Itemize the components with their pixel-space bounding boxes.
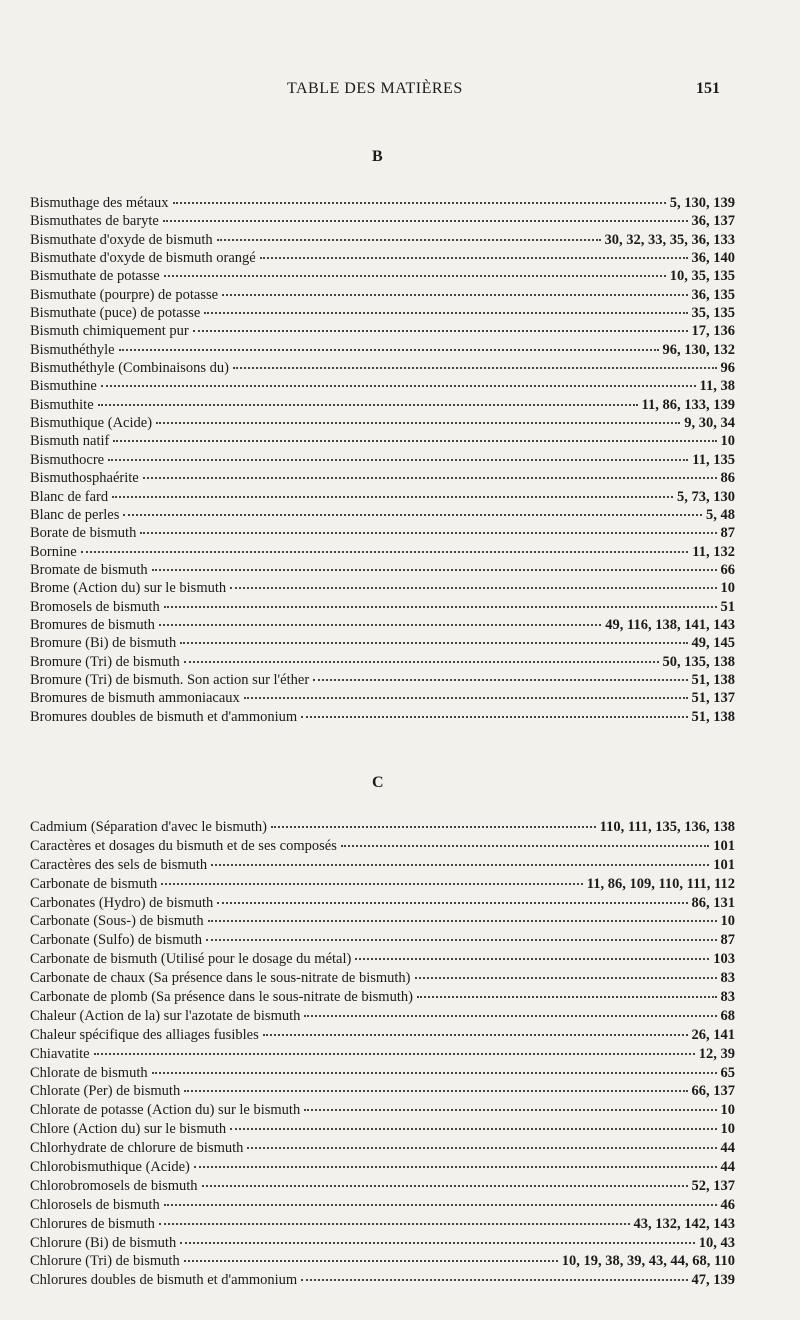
index-pages: 87 (720, 525, 735, 542)
index-pages: 11, 132 (692, 543, 735, 560)
index-term: Bromure (Bi) de bismuth (30, 635, 177, 652)
index-pages: 66, 137 (691, 1083, 735, 1100)
index-term: Borate de bismuth (30, 525, 137, 542)
index-entry (30, 1064, 735, 1083)
index-entry (30, 377, 735, 395)
dot-leader (417, 996, 717, 998)
dot-leader (98, 404, 638, 406)
index-entry (30, 543, 735, 561)
page-title: TABLE DES MATIÈRES (287, 80, 463, 97)
dot-leader (156, 422, 680, 424)
index-term: Chlorosels de bismuth (30, 1196, 160, 1213)
dot-leader (304, 1015, 716, 1017)
index-term: Bismuth natif (30, 433, 110, 450)
index-entry (30, 451, 735, 469)
index-pages: 10, 43 (698, 1234, 735, 1251)
dot-leader (164, 606, 717, 608)
index-term: Chlorate (Per) de bismuth (30, 1083, 181, 1100)
dot-leader (184, 1260, 558, 1262)
index-term: Chlorate de potasse (Action du) sur le bismuth (30, 1102, 301, 1119)
index-section-c (30, 818, 735, 1290)
index-pages: 87 (720, 932, 735, 949)
index-term: Bismuthosphaérite (30, 470, 139, 487)
index-term: Bismuthine (30, 378, 97, 395)
index-term: Bromosels de bismuth (30, 598, 160, 615)
index-term: Chlorobismuthique (Acide) (30, 1159, 190, 1176)
dot-leader (355, 958, 709, 960)
dot-leader (230, 1128, 716, 1130)
dot-leader (81, 551, 689, 553)
dot-leader (313, 679, 687, 681)
index-pages: 51, 138 (691, 708, 735, 725)
index-term: Bismuthage des métaux (30, 195, 169, 211)
dot-leader (304, 1109, 716, 1111)
index-pages: 11, 135 (692, 451, 735, 468)
index-entry (30, 931, 735, 950)
index-term: Chlorures de bismuth (30, 1215, 155, 1232)
index-entry (30, 1120, 735, 1139)
index-term: Blanc de perles (30, 506, 120, 523)
dot-leader (184, 661, 659, 663)
index-pages: 101 (713, 856, 735, 873)
index-entry (30, 653, 735, 671)
index-term: Carbonates (Hydro) de bismuth (30, 894, 214, 911)
page-header (0, 80, 800, 104)
dot-leader (247, 1147, 716, 1149)
index-pages: 9, 30, 34 (684, 415, 735, 432)
dot-leader (180, 1242, 695, 1244)
index-term: Caractères et dosages du bismuth et de ses composés (30, 837, 337, 854)
index-pages: 17, 136 (691, 323, 735, 340)
index-term: Bornine (30, 543, 77, 560)
index-term: Bromure (Tri) de bismuth. Son action sur l'éther (30, 671, 310, 688)
index-entry (30, 341, 735, 359)
index-pages: 11, 86, 109, 110, 111, 112 (586, 875, 735, 892)
index-term: Chlorobromosels de bismuth (30, 1177, 198, 1194)
index-pages: 44 (720, 1159, 735, 1176)
dot-leader (202, 1185, 688, 1187)
index-pages: 50, 135, 138 (662, 653, 735, 670)
index-term: Chlorure (Tri) de bismuth (30, 1253, 180, 1270)
index-pages: 10 (720, 580, 735, 597)
index-pages: 49, 145 (691, 635, 735, 652)
index-pages: 36, 135 (691, 286, 735, 303)
index-term: Bismuthate (puce) de potasse (30, 305, 201, 322)
dot-leader (260, 257, 688, 259)
index-entry (30, 249, 735, 267)
index-term: Bromures doubles de bismuth et d'ammonium (30, 708, 298, 725)
index-term: Carbonate de bismuth (30, 875, 158, 892)
index-term: Bismuthate de potasse (30, 268, 160, 285)
index-entry (30, 837, 735, 856)
index-term: Carbonate (Sous-) de bismuth (30, 913, 204, 930)
index-entry (30, 894, 735, 913)
index-pages: 46 (720, 1196, 735, 1213)
index-entry (30, 1234, 735, 1253)
index-entry (30, 1139, 735, 1158)
index-entry (30, 524, 735, 542)
index-entry (30, 1007, 735, 1026)
index-entry (30, 304, 735, 322)
dot-leader (217, 902, 687, 904)
dot-leader (123, 514, 702, 516)
index-pages: 5, 48 (706, 506, 735, 523)
index-pages: 96, 130, 132 (662, 341, 735, 358)
dot-leader (164, 1204, 717, 1206)
index-term: Bismuthique (Acide) (30, 415, 153, 432)
index-term: Chiavatite (30, 1045, 90, 1062)
index-entry (30, 488, 735, 506)
index-term: Carbonate de bismuth (Utilisé pour le dosage du métal) (30, 951, 352, 968)
index-term: Bismuthéthyle (30, 341, 115, 358)
index-entry (30, 1196, 735, 1215)
section-letter-b: B (372, 148, 383, 165)
index-pages: 66 (720, 561, 735, 578)
dot-leader (222, 294, 687, 296)
index-term: Chlorures doubles de bismuth et d'ammonium (30, 1272, 298, 1289)
index-entry (30, 856, 735, 875)
index-entry (30, 231, 735, 249)
index-term: Bromate de bismuth (30, 561, 148, 578)
index-pages: 68 (720, 1007, 735, 1024)
dot-leader (233, 367, 717, 369)
dot-leader (180, 642, 687, 644)
index-pages: 5, 130, 139 (669, 195, 735, 211)
dot-leader (217, 239, 601, 241)
dot-leader (143, 477, 717, 479)
dot-leader (94, 1053, 695, 1055)
index-entry (30, 267, 735, 285)
index-entry (30, 414, 735, 432)
index-term: Blanc de fard (30, 488, 109, 505)
dot-leader (230, 587, 716, 589)
index-entry (30, 432, 735, 450)
index-pages: 52, 137 (691, 1177, 735, 1194)
dot-leader (164, 275, 666, 277)
index-entry (30, 1045, 735, 1064)
index-entry (30, 1101, 735, 1120)
dot-leader (101, 385, 696, 387)
index-pages: 101 (713, 837, 735, 854)
index-entry (30, 950, 735, 969)
dot-leader (113, 440, 716, 442)
dot-leader (163, 220, 688, 222)
index-pages: 5, 73, 130 (677, 488, 735, 505)
dot-leader (119, 349, 659, 351)
dot-leader (301, 1279, 687, 1281)
dot-leader (159, 1223, 630, 1225)
index-pages: 47, 139 (691, 1272, 735, 1289)
index-entry (30, 598, 735, 616)
index-pages: 110, 111, 135, 136, 138 (599, 819, 735, 835)
index-pages: 51, 138 (691, 671, 735, 688)
index-entry (30, 359, 735, 377)
index-pages: 10 (720, 1102, 735, 1119)
index-term: Chaleur (Action de la) sur l'azotate de bismuth (30, 1007, 301, 1024)
index-pages: 10, 19, 38, 39, 43, 44, 68, 110 (561, 1253, 735, 1270)
index-pages: 86, 131 (691, 894, 735, 911)
index-entry (30, 1082, 735, 1101)
index-entry (30, 969, 735, 988)
index-entry (30, 875, 735, 894)
index-term: Chlorure (Bi) de bismuth (30, 1234, 177, 1251)
index-pages: 96 (720, 360, 735, 377)
index-term: Bismuthéthyle (Combinaisons du) (30, 360, 229, 377)
index-entry (30, 818, 735, 837)
index-pages: 36, 137 (691, 213, 735, 230)
index-term: Bismuth chimiquement pur (30, 323, 189, 340)
dot-leader (208, 920, 717, 922)
index-term: Cadmium (Séparation d'avec le bismuth) (30, 819, 267, 835)
index-entry (30, 912, 735, 931)
dot-leader (194, 1166, 717, 1168)
index-pages: 10 (720, 913, 735, 930)
dot-leader (271, 826, 596, 828)
index-term: Carbonate de chaux (Sa présence dans le sous-nitrate de bismuth) (30, 970, 411, 987)
index-term: Carbonate (Sulfo) de bismuth (30, 932, 202, 949)
index-term: Chlore (Action du) sur le bismuth (30, 1121, 227, 1138)
index-term: Brome (Action du) sur le bismuth (30, 580, 227, 597)
index-pages: 26, 141 (691, 1026, 735, 1043)
dot-leader (140, 532, 716, 534)
index-pages: 43, 132, 142, 143 (633, 1215, 735, 1232)
index-pages: 51, 137 (691, 690, 735, 707)
page-number: 151 (696, 80, 720, 97)
index-term: Caractères des sels de bismuth (30, 856, 208, 873)
index-section-b (30, 194, 735, 726)
section-letter-c: C (372, 774, 384, 791)
dot-leader (301, 716, 687, 718)
index-pages: 44 (720, 1140, 735, 1157)
index-entry (30, 579, 735, 597)
index-term: Bismuthocre (30, 451, 105, 468)
index-entry (30, 194, 735, 212)
index-pages: 10, 35, 135 (669, 268, 735, 285)
index-pages: 30, 32, 33, 35, 36, 133 (604, 231, 735, 248)
index-pages: 11, 38 (699, 378, 735, 395)
index-entry (30, 561, 735, 579)
index-pages: 10 (720, 433, 735, 450)
dot-leader (108, 459, 688, 461)
dot-leader (263, 1034, 688, 1036)
dot-leader (152, 569, 717, 571)
index-entry (30, 286, 735, 304)
index-term: Chlorhydrate de chlorure de bismuth (30, 1140, 244, 1157)
dot-leader (193, 330, 688, 332)
index-term: Bromures de bismuth (30, 616, 155, 633)
dot-leader (173, 202, 666, 204)
index-entry (30, 616, 735, 634)
dot-leader (244, 697, 688, 699)
index-entry (30, 1215, 735, 1234)
index-term: Bromure (Tri) de bismuth (30, 653, 180, 670)
index-pages: 12, 39 (698, 1045, 735, 1062)
index-entry (30, 1026, 735, 1045)
index-term: Chaleur spécifique des alliages fusibles (30, 1026, 259, 1043)
index-term: Carbonate de plomb (Sa présence dans le sous-nitrate de bismuth) (30, 989, 413, 1006)
index-pages: 86 (720, 470, 735, 487)
dot-leader (184, 1090, 687, 1092)
index-term: Bismuthate d'oxyde de bismuth orangé (30, 250, 256, 267)
index-entry (30, 1252, 735, 1271)
index-pages: 51 (720, 598, 735, 615)
index-term: Bismuthate (pourpre) de potasse (30, 286, 219, 303)
index-term: Bismuthite (30, 396, 94, 413)
index-entry (30, 396, 735, 414)
dot-leader (112, 496, 673, 498)
index-entry (30, 506, 735, 524)
index-pages: 10 (720, 1121, 735, 1138)
index-entry (30, 988, 735, 1007)
index-entry (30, 322, 735, 340)
index-pages: 49, 116, 138, 141, 143 (605, 616, 735, 633)
index-term: Chlorate de bismuth (30, 1064, 148, 1081)
index-pages: 35, 135 (691, 305, 735, 322)
index-pages: 83 (720, 970, 735, 987)
index-pages: 83 (720, 989, 735, 1006)
index-pages: 36, 140 (691, 250, 735, 267)
dot-leader (204, 312, 687, 314)
index-entry (30, 671, 735, 689)
index-term: Bromures de bismuth ammoniacaux (30, 690, 240, 707)
dot-leader (211, 864, 709, 866)
index-entry (30, 1158, 735, 1177)
index-pages: 11, 86, 133, 139 (641, 396, 735, 413)
dot-leader (415, 977, 717, 979)
dot-leader (341, 845, 709, 847)
index-entry (30, 689, 735, 707)
dot-leader (159, 624, 601, 626)
index-entry (30, 1177, 735, 1196)
dot-leader (206, 939, 717, 941)
index-entry (30, 708, 735, 726)
index-entry (30, 469, 735, 487)
index-term: Bismuthate d'oxyde de bismuth (30, 231, 213, 248)
index-pages: 103 (713, 951, 735, 968)
dot-leader (152, 1072, 717, 1074)
index-pages: 65 (720, 1064, 735, 1081)
index-entry (30, 212, 735, 230)
index-term: Bismuthates de baryte (30, 213, 159, 230)
index-entry (30, 1271, 735, 1290)
index-entry (30, 634, 735, 652)
dot-leader (161, 883, 582, 885)
